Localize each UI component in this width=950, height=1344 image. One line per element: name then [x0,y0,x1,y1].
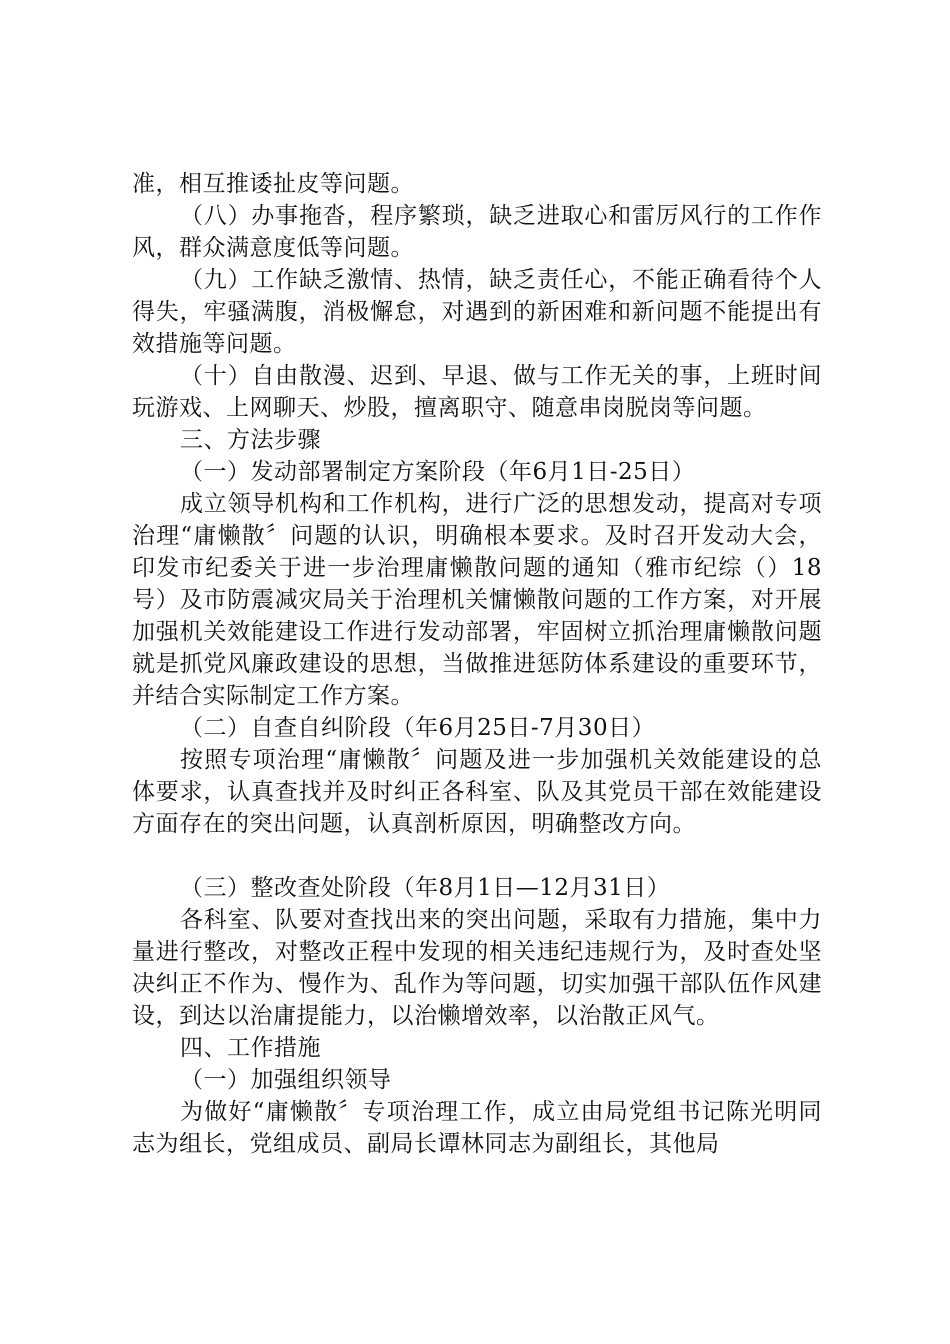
subsection-heading: （一）加强组织领导 [180,1067,392,1093]
paragraph: （八）办事拖沓，程序繁琐，缺乏进取心和雷厉风行的工作作风，群众满意度低等问题。 [132,203,822,261]
subsection-heading: （二）自查自纠阶段（年6月25日-7月30日） [180,715,656,741]
paragraph: 各科室、队要对查找出来的突出问题，采取有力措施，集中力量进行整改，对整改正程中发现的相关违纪违规行为，及时查处坚决纠正不作为、慢作为、乱作为等问题，切实加强干部队伍作风建设，到达以治庸提能力，以治懒增效率，以治散正风气。 [132,907,822,1029]
paragraph: 准，相互推诿扯皮等问题。 [132,171,414,197]
subsection-heading: （一）发动部署制定方案阶段（年6月1日-25日） [180,459,696,485]
blank-line [132,840,822,872]
document-body [132,168,822,1160]
paragraph: （九）工作缺乏激情、热情，缺乏责任心，不能正确看待个人得失，牢骚满腹，消极懈怠，对遇到的新困难和新问题不能提出有效措施等问题。 [132,267,822,357]
paragraph: 按照专项治理“庸懒散〞问题及进一步加强机关效能建设的总体要求，认真查找并及时纠正各科室、队及其党员干部在效能建设方面存在的突出问题，认真剖析原因，明确整改方向。 [132,747,822,837]
paragraph: （十）自由散漫、迟到、早退、做与工作无关的事，上班时间玩游戏、上网聊天、炒股，擅离职守、随意串岗脱岗等问题。 [132,363,822,421]
paragraph: 成立领导机构和工作机构，进行广泛的思想发动，提高对专项治理“庸懒散〞问题的认识，明确根本要求。及时召开发动大会，印发市纪委关于进一步治理庸懒散问题的通知（雅市纪综（）18号）及市防震减灾局关于治理机关慵懒散问题的工作方案，对开展加强机关效能建设工作进行发动部署，牢固树立抓治理庸懒散问题就是抓党风廉政建设的思想，当做推进惩防体系建设的重要环节，并结合实际制定工作方案。 [132,491,822,709]
section-heading: 四、工作措施 [180,1035,321,1061]
section-heading: 三、方法步骤 [180,427,321,453]
paragraph: 为做好“庸懒散〞专项治理工作，成立由局党组书记陈光明同志为组长，党组成员、副局长谭林同志为副组长，其他局 [132,1099,822,1157]
subsection-heading: （三）整改查处阶段（年8月1日—12月31日） [180,875,671,901]
